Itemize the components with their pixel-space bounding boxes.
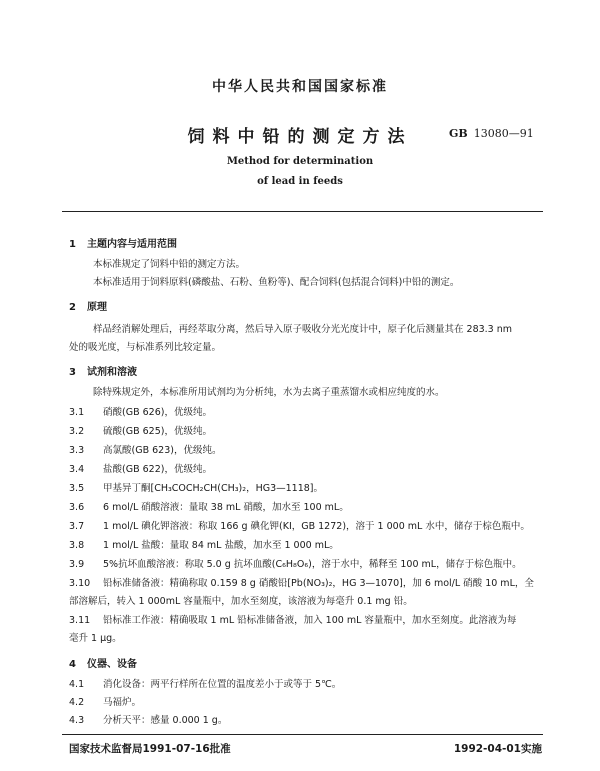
gb-prefix: GB	[449, 127, 468, 140]
standard-code	[449, 127, 534, 140]
list-item: 3.2 硫酸(GB 625)，优级纯。	[69, 426, 212, 437]
list-item-continued: 部溶解后，转入 1 000mL 容量瓶中，加水至刻度，该溶液为每毫升 0.1 mg 铅。	[69, 596, 413, 607]
list-item-continued: 毫升 1 μg。	[69, 633, 122, 644]
list-item: 3.4 盐酸(GB 622)，优级纯。	[69, 464, 212, 475]
paragraph-continued: 处的吸光度，与标准系列比较定量。	[69, 342, 222, 353]
section-4-heading: 4 仪器、设备	[69, 659, 137, 670]
implementation-date: 1992-04-01实施	[453, 743, 542, 755]
list-item: 4.2 马福炉。	[69, 697, 142, 708]
paragraph: 本标准规定了饲料中铅的测定方法。	[93, 259, 246, 270]
list-item: 3.1 硝酸(GB 626)，优级纯。	[69, 407, 212, 418]
english-title-line-2: of lead in feeds	[257, 176, 343, 187]
paragraph: 除特殊规定外，本标准所用试剂均为分析纯，水为去离子重蒸馏水或相应纯度的水。	[93, 387, 445, 398]
national-standard-heading: 中华人民共和国国家标准	[212, 79, 388, 95]
header-divider	[62, 211, 543, 212]
section-3-heading: 3 试剂和溶液	[69, 367, 137, 378]
footer-divider	[62, 734, 543, 735]
list-item: 3.3 高氯酸(GB 623)，优级纯。	[69, 445, 222, 456]
list-item: 3.9 5%抗坏血酸溶液：称取 5.0 g 抗坏血酸(C₆H₈O₆)，溶于水中，稀释至 100 mL，储存于棕色瓶中。	[69, 559, 522, 570]
list-item: 3.6 6 mol/L 硝酸溶液：量取 38 mL 硝酸，加水至 100 mL。	[69, 502, 349, 513]
english-title-line-1: Method for determination	[226, 156, 374, 167]
section-1-heading: 1 主题内容与适用范围	[69, 239, 177, 250]
paragraph: 样品经消解处理后，再经萃取分离，然后导入原子吸收分光光度计中，原子化后测量其在 283.3 nm	[93, 324, 513, 335]
list-item: 4.3 分析天平：感量 0.000 1 g。	[69, 715, 228, 726]
list-item: 3.11 铅标准工作液：精确吸取 1 mL 铅标准储备液，加入 100 mL 容量瓶中，加水至刻度。此溶液为每	[69, 615, 517, 626]
paragraph: 本标准适用于饲料原料(磷酸盐、石粉、鱼粉等)、配合饲料(包括混合饲料)中铅的测定。	[93, 277, 460, 288]
section-2-heading: 2 原理	[69, 302, 107, 313]
list-item: 4.1 消化设备：两平行样所在位置的温度差小于或等于 5℃。	[69, 679, 342, 690]
list-item: 3.8 1 mol/L 盐酸：量取 84 mL 盐酸，加水至 1 000 mL。	[69, 540, 339, 551]
list-item: 3.5 甲基异丁酮[CH₃COCH₂CH(CH₃)₂，HG3—1118]。	[69, 483, 324, 494]
approval-date: 国家技术监督局1991-07-16批准	[69, 743, 231, 755]
list-item: 3.10 铅标准储备液：精确称取 0.159 8 g 硝酸铅[Pb(NO₃)₂，HG 3—1070]，加 6 mol/L 硝酸 10 mL，全	[69, 578, 534, 589]
page-title: 饲料中铅的测定方法	[187, 127, 413, 147]
gb-number: 13080—91	[473, 127, 534, 140]
list-item: 3.7 1 mol/L 碘化钾溶液：称取 166 g 碘化钾(KI，GB 1272)，溶于 1 000 mL 水中，储存于棕色瓶中。	[69, 521, 530, 532]
